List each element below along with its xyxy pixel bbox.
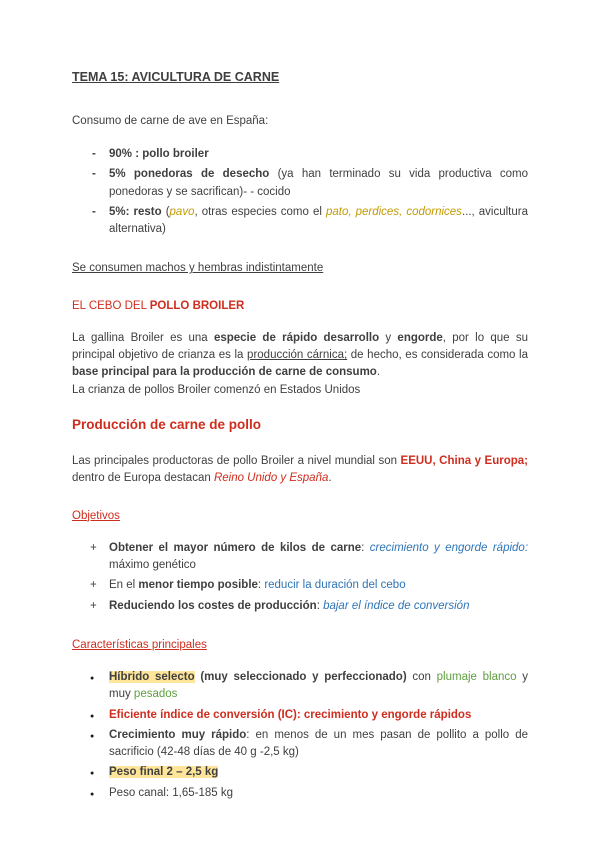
text-run: En el [109,579,139,592]
crianza-line [72,382,528,399]
text-run: 90% : pollo broiler [109,148,209,160]
caracteristicas-heading [72,637,528,654]
text-run: 5% ponedoras de desecho [109,168,270,181]
text-run: Eficiente índice de conversión (IC): crecimiento y engorde rápidos [109,708,472,721]
cebo-paragraph [72,330,528,382]
text-run: (muy seleccionado y perfeccionado) [200,671,407,683]
text-run: engorde [397,331,443,344]
text-run: TEMA 15: AVICULTURA DE CARNE [72,70,280,84]
text-run: . [376,366,381,379]
machos-hembras-line [72,260,528,277]
text-run: (ya han terminado su vida productiva como ponedoras y se sacrifican)- - cocido [109,168,528,198]
text-run: de hecho, es considerada como la [347,349,528,361]
consumption-list [72,146,528,238]
text-run: Peso canal: 1,65-185 kg [109,786,234,799]
objetivos-heading [72,508,528,525]
text-run: especie de rápido desarrollo [213,331,380,344]
text-run: ( [161,205,170,218]
list-item [90,166,528,201]
caracteristicas-list [72,669,528,802]
text-run: plumaje blanco [436,671,517,683]
text-run: : [316,599,324,612]
list-item [90,540,528,575]
text-run: Reino Unido y España [213,472,329,485]
text-run: bajar el índice de conversión [323,599,470,612]
text-run: Consumo de carne de ave en España: [72,114,269,127]
text-run: Las principales productoras de pollo Broiler a nivel mundial son [72,455,401,467]
text-run: Reduciendo los costes de producción [109,599,317,612]
list-item [90,204,528,239]
list-item [90,764,528,781]
text-run: Se consumen machos y hembras indistintamente [72,262,324,275]
text-run: Obtener el mayor número de kilos de carne [109,541,362,554]
text-run: La gallina Broiler es una [72,331,214,344]
list-item [90,669,528,704]
list-item [90,785,528,802]
text-run: Objetivos [72,509,120,522]
text-run: Producción de carne de pollo [72,416,262,432]
text-run: dentro de Europa destacan [72,472,214,485]
text-run: pavo [169,205,195,218]
text-run: menor tiempo posible [138,579,258,592]
text-run: ..., avicultura alternativa) [109,205,528,235]
text-run: crecimiento y engorde rápido: [369,541,529,554]
text-run: 5%: resto [109,205,162,218]
text-run: producción cárnica; [247,349,348,361]
text-run: : [257,579,265,592]
cebo-heading [72,298,528,315]
text-run: Crecimiento muy rápido [109,728,247,741]
objetivos-list [72,540,528,615]
list-item [90,577,528,594]
list-item [90,707,528,724]
text-run: máximo genético [109,559,196,571]
intro-line [72,113,528,130]
produccion-heading [72,415,528,435]
text-run: : [361,541,370,554]
text-run: reducir la duración del cebo [264,579,406,592]
text-run: y muy [109,671,528,701]
text-run: POLLO BROILER [149,299,245,312]
text-run: Híbrido selecto [109,671,195,683]
text-run: pesados [133,688,178,701]
text-run: EEUU, China y Europa; [400,455,528,467]
text-run: , otras especies como el [194,205,326,218]
text-run: Peso final 2 – 2,5 kg [109,766,219,779]
page-title [72,68,528,87]
text-run: : en menos de un mes pasan de pollito a pollo de sacrificio (42-48 días de 40 g -2,5 kg) [109,728,528,758]
text-run: . [328,472,332,485]
text-run: base principal para la producción de carne de consumo [72,366,377,379]
text-run: pato, perdices, codornices [325,205,462,218]
text-run: con [406,671,437,683]
list-item [90,598,528,615]
text-run: Características principales [72,638,207,651]
list-item [90,727,528,762]
produccion-paragraph [72,453,528,488]
text-run: La crianza de pollos Broiler comenzó en Estados Unidos [72,383,361,396]
text-run: EL CEBO DEL [72,299,150,312]
text-run: y [379,331,398,344]
text-run: , por lo que su principal objetivo de crianza es la [72,331,528,361]
list-item [90,146,528,163]
